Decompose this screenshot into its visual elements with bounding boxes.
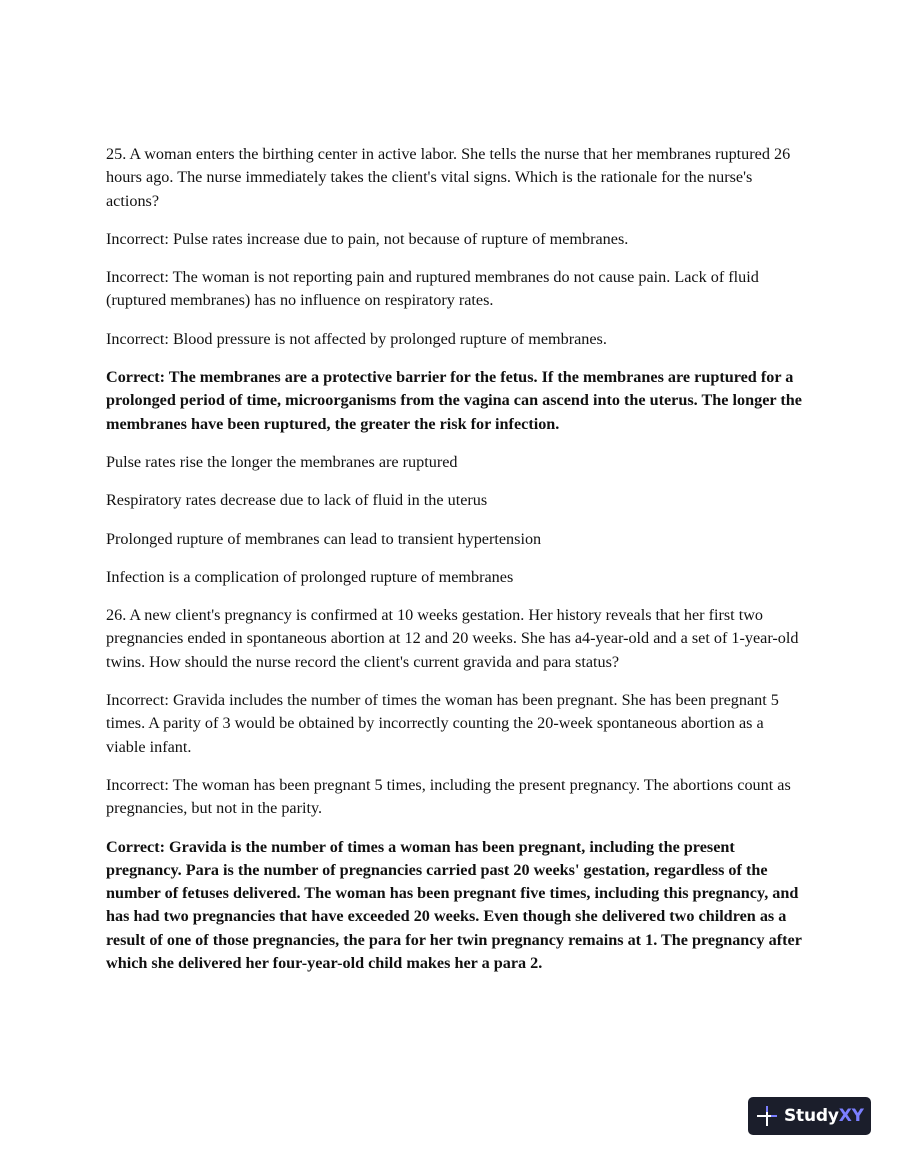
answer-option: Respiratory rates decrease due to lack of fluid in the uterus [106,491,488,510]
answer-explanation: Incorrect: Blood pressure is not affected by prolonged rupture of membranes. [106,329,607,348]
studyxy-logo[interactable] [748,1097,871,1135]
correct-explanation: Correct: The membranes are a protective barrier for the fetus. If the membranes are ruptured for a prolonged period of time, microorganisms from the vagina can ascend into the uterus. The longer the membranes have been ruptured, the greater the risk for infection. [106,368,802,433]
answer-explanation: Incorrect: The woman has been pregnant 5 times, including the present pregnancy. The abortions count as pregnancies, but not in the parity. [106,775,791,818]
answer-explanation: Incorrect: Gravida includes the number of times the woman has been pregnant. She has been pregnant 5 times. A parity of 3 would be obtained by incorrectly counting the 20-week spontaneous abortion as a viable infant. [106,691,779,756]
answer-option: Infection is a complication of prolonged rupture of membranes [106,567,514,586]
question-25: 25. A woman enters the birthing center in active labor. She tells the nurse that her membranes ruptured 26 hours ago. The nurse immediately takes the client's vital signs. Which is the rationale for the nurse's actions? [106,145,791,210]
question-26: 26. A new client's pregnancy is confirmed at 10 weeks gestation. Her history reveals that her first two pregnancies ended in spontaneous abortion at 12 and 20 weeks. She has a4-year-old and a set of 1-year-old twins. How should the nurse record the client's current gravida and para status? [106,606,799,671]
plus-sparkle-icon [756,1105,778,1127]
correct-explanation: Correct: Gravida is the number of times a woman has been pregnant, including the present pregnancy. Para is the number of pregnancies carried past 20 weeks' gestation, regardless of the number of fetuses delivered. The woman has been pregnant five times, including this pregnancy, and has had two pregnancies that have exceeded 20 weeks. Even though she delivered two children as a result of one of those pregnancies, the para for her twin pregnancy remains at 1. The pregnancy after which she delivered her four-year-old child makes her a para 2. [106,837,802,973]
brand-name-study: Study [784,1106,839,1126]
answer-option: Prolonged rupture of membranes can lead to transient hypertension [106,529,542,548]
document-body [106,143,806,990]
answer-option: Pulse rates rise the longer the membranes are ruptured [106,452,458,471]
answer-explanation: Incorrect: Pulse rates increase due to pain, not because of rupture of membranes. [106,229,629,248]
answer-explanation: Incorrect: The woman is not reporting pain and ruptured membranes do not cause pain. Lack of fluid (ruptured membranes) has no influence on respiratory rates. [106,268,759,310]
brand-name-xy: XY [838,1106,864,1126]
